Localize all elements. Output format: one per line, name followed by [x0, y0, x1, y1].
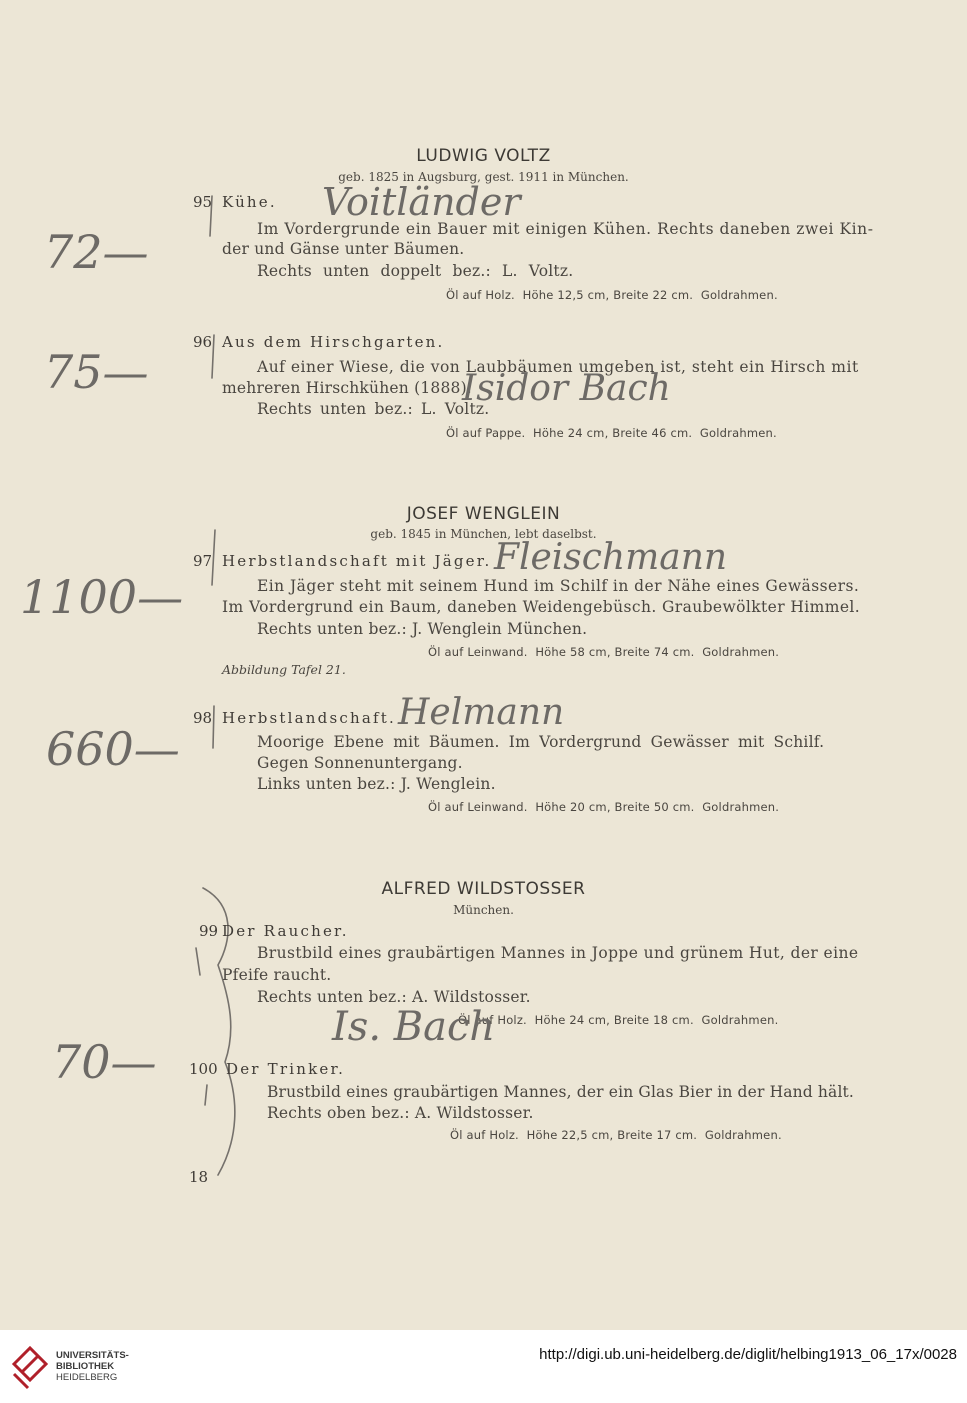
- artist-heading: LUDWIG VOLTZ: [416, 146, 551, 166]
- lot-description: Gegen Sonnenuntergang.: [257, 754, 463, 772]
- lot-description: Moorige Ebene mit Bäumen. Im Vordergrund Gewässer mit Schilf.: [257, 733, 825, 751]
- lot-signature: Rechts unten bez.: A. Wildstosser.: [257, 988, 531, 1006]
- lot-description: Auf einer Wiese, die von Laubbäumen umgeben ist, steht ein Hirsch mit: [257, 358, 859, 376]
- lot-description: Pfeife raucht.: [222, 966, 332, 984]
- lot-title: Herbstlandschaft mit Jäger.: [222, 552, 492, 570]
- lot-medium: Öl auf Holz. Höhe 22,5 cm, Breite 17 cm. Goldrahmen.: [450, 1128, 782, 1142]
- buyer-annotation: Is. Bach: [332, 1004, 496, 1050]
- plate-reference: Abbildung Tafel 21.: [222, 662, 346, 677]
- footer-bar: [0, 1330, 967, 1403]
- lot-signature: Rechts oben bez.: A. Wildstosser.: [267, 1104, 534, 1122]
- university-logo-icon: [10, 1344, 52, 1390]
- lot-description: Brustbild eines graubärtigen Mannes, der ein Glas Bier in der Hand hält.: [267, 1083, 855, 1101]
- lot-signature: Links unten bez.: J. Wenglein.: [257, 775, 496, 793]
- price-annotation: 70—: [52, 1035, 157, 1089]
- lot-medium: Öl auf Holz. Höhe 24 cm, Breite 18 cm. Goldrahmen.: [458, 1013, 779, 1027]
- lot-title: Kühe.: [222, 193, 277, 211]
- lot-medium: Öl auf Holz. Höhe 12,5 cm, Breite 22 cm. Goldrahmen.: [446, 288, 778, 302]
- buyer-annotation: Voitländer: [322, 180, 521, 224]
- lot-description: Brustbild eines graubärtigen Mannes in Joppe und grünem Hut, der eine: [257, 944, 859, 962]
- buyer-annotation: Helmann: [398, 692, 565, 733]
- price-annotation: 72—: [44, 225, 149, 279]
- lot-signature: Rechts unten doppelt bez.: L. Voltz.: [257, 262, 574, 280]
- lot-medium: Öl auf Leinwand. Höhe 20 cm, Breite 50 cm. Goldrahmen.: [428, 800, 780, 814]
- lot-description: Im Vordergrund ein Baum, daneben Weidengebüsch. Graubewölkter Himmel.: [222, 598, 861, 616]
- artist-heading: ALFRED WILDSTOSSER: [381, 879, 586, 899]
- price-annotation: 75—: [44, 345, 149, 399]
- lot-number: 99: [199, 922, 219, 940]
- artist-heading: JOSEF WENGLEIN: [406, 504, 561, 524]
- artist-life: München.: [453, 903, 514, 917]
- page-number: 18: [189, 1168, 209, 1186]
- source-url-link[interactable]: http://digi.ub.uni-heidelberg.de/diglit/helbing1913_06_17x/0028: [539, 1346, 957, 1363]
- lot-number: 98: [193, 709, 213, 727]
- lot-title: Herbstlandschaft.: [222, 709, 396, 727]
- lot-number: 97: [193, 552, 213, 570]
- lot-description: Im Vordergrunde ein Bauer mit einigen Kühen. Rechts daneben zwei Kin-: [257, 220, 874, 238]
- lot-signature: Rechts unten bez.: J. Wenglein München.: [257, 620, 588, 638]
- lot-description: Ein Jäger steht mit seinem Hund im Schilf in der Nähe eines Gewässers.: [257, 577, 860, 595]
- lot-title: Der Trinker.: [226, 1060, 346, 1078]
- artist-life: geb. 1845 in München, lebt daselbst.: [370, 527, 597, 541]
- logo-text-line2: BIBLIOTHEK: [56, 1361, 115, 1372]
- lot-description: der und Gänse unter Bäumen.: [222, 240, 465, 258]
- buyer-annotation: Fleischmann: [494, 537, 728, 578]
- lot-title: Aus dem Hirschgarten.: [222, 333, 445, 351]
- lot-description: mehreren Hirschkühen (1888).: [222, 379, 472, 397]
- logo-text-line1: UNIVERSITÄTS-: [56, 1350, 129, 1361]
- lot-number: 100: [189, 1060, 218, 1078]
- buyer-annotation: Isidor Bach: [462, 368, 671, 409]
- lot-number: 95: [193, 193, 213, 211]
- lot-title: Der Raucher.: [222, 922, 349, 940]
- lot-signature: Rechts unten bez.: L. Voltz.: [257, 400, 490, 418]
- logo-text-line3: HEIDELBERG: [56, 1372, 118, 1383]
- lot-number: 96: [193, 333, 213, 351]
- price-annotation: 1100—: [20, 570, 184, 624]
- lot-medium: Öl auf Pappe. Höhe 24 cm, Breite 46 cm. Goldrahmen.: [446, 426, 777, 440]
- lot-medium: Öl auf Leinwand. Höhe 58 cm, Breite 74 cm. Goldrahmen.: [428, 645, 780, 659]
- price-annotation: 660—: [46, 722, 180, 776]
- artist-life: geb. 1825 in Augsburg, gest. 1911 in München.: [338, 170, 629, 184]
